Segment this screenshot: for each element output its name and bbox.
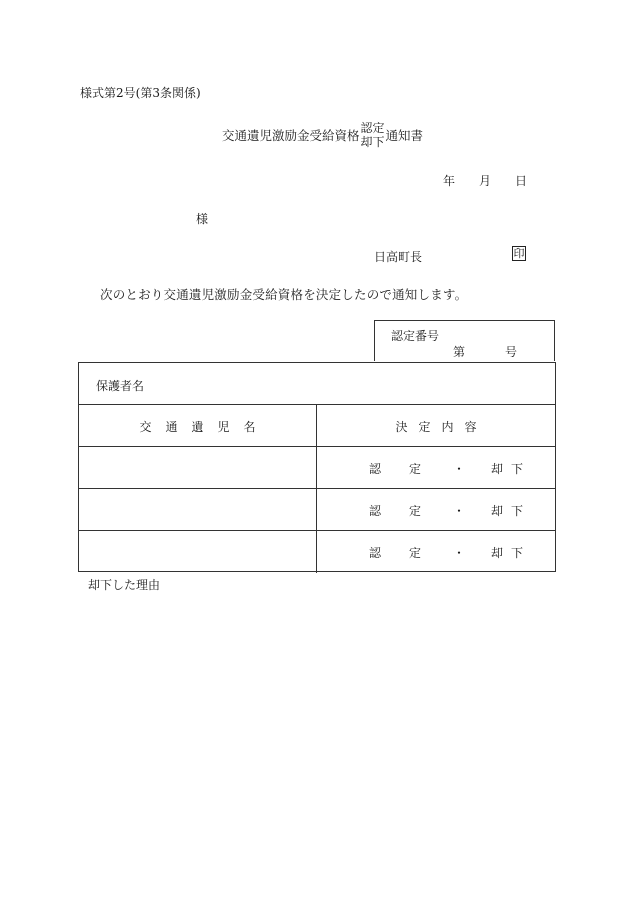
table-row — [79, 531, 555, 573]
decision-cell — [317, 489, 555, 530]
table-row — [79, 489, 555, 531]
table-row — [79, 447, 555, 489]
child-name-cell — [79, 489, 317, 530]
title-option-reject: 却下 — [360, 135, 385, 149]
certification-label: 認定番号 — [391, 329, 440, 343]
decision-cell — [317, 531, 555, 573]
form-number: 様式第2号(第3条関係) — [80, 86, 201, 100]
header-decision-cell — [317, 405, 555, 446]
date-year-label: 年 — [443, 174, 456, 188]
title-option-approve: 認定 — [360, 121, 385, 135]
decision-options: 認 定 ・ 却 下 — [369, 504, 524, 518]
date-month-label: 月 — [479, 174, 492, 188]
issuer-mayor: 日高町長 — [374, 250, 423, 264]
certification-number — [453, 343, 517, 360]
seal-mark: 印 — [513, 247, 525, 260]
guardian-name-label: 保護者名 — [96, 379, 145, 393]
date-line — [443, 172, 527, 189]
title-prefix: 交通遺児激励金受給資格 — [222, 128, 360, 143]
guardian-row — [79, 363, 555, 405]
cert-number-suffix: 号 — [505, 345, 518, 359]
decision-cell — [317, 447, 555, 488]
decision-options: 認 定 ・ 却 下 — [369, 462, 524, 476]
table-header-row — [79, 405, 555, 447]
decision-table — [78, 362, 556, 572]
addressee-suffix: 様 — [196, 212, 209, 226]
certification-number-box — [374, 320, 555, 361]
body-text: 次のとおり交通遺児激励金受給資格を決定したので通知します。 — [100, 287, 468, 302]
header-child-cell — [79, 405, 317, 446]
header-decision: 決定内容 — [395, 420, 488, 434]
title-options — [361, 121, 385, 149]
child-name-cell — [79, 531, 317, 573]
rejection-reason-label: 却下した理由 — [88, 578, 161, 592]
header-child-name: 交通遺児名 — [139, 420, 270, 434]
title-suffix: 通知書 — [385, 128, 424, 143]
child-name-cell — [79, 447, 317, 488]
cert-number-prefix: 第 — [453, 345, 466, 359]
date-day-label: 日 — [515, 174, 528, 188]
decision-options: 認 定 ・ 却 下 — [369, 546, 524, 560]
document-title — [222, 121, 423, 149]
